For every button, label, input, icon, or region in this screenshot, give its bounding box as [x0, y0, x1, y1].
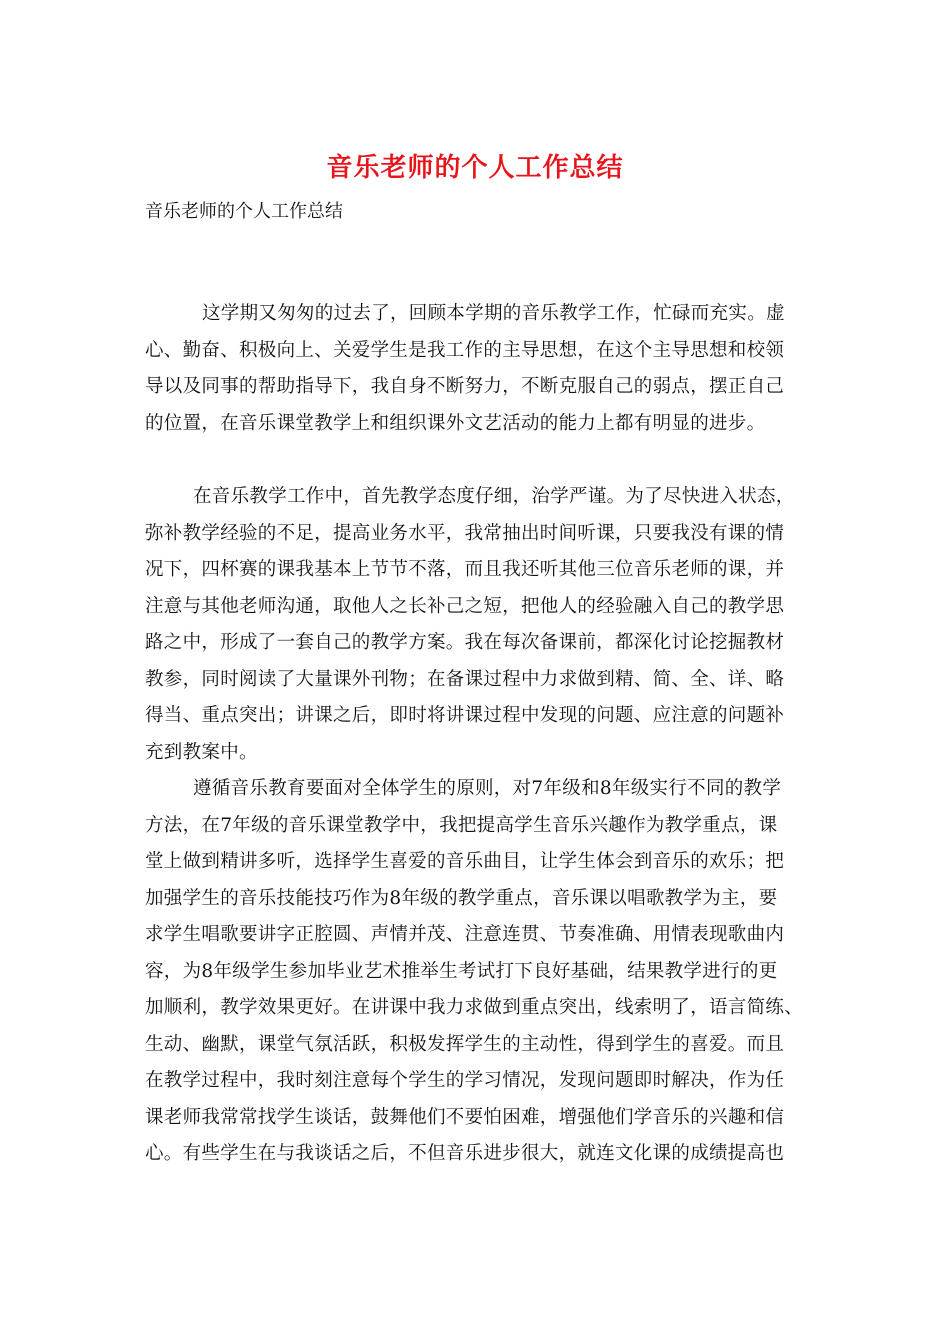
paragraph-line: 注意与其他老师沟通，取他人之长补己之短，把他人的经验融入自己的教学思	[145, 595, 785, 617]
paragraph-3	[145, 771, 825, 1173]
paragraph-line: 弥补教学经验的不足，提高业务水平，我常抽出时间听课，只要我没有课的情	[145, 522, 785, 544]
paragraph-line: 求学生唱歌要讲字正腔圆、声情并茂、注意连贯、节奏准确、用情表现歌曲内	[145, 924, 785, 945]
paragraph-line: 路之中，形成了一套自己的教学方案。我在每次备课前，都深化讨论挖掘教材	[145, 632, 785, 653]
paragraph-line: 心。有些学生在与我谈话之后，不但音乐进步很大，就连文化课的成绩提高也	[145, 1143, 785, 1164]
paragraph-line: 课老师我常常找学生谈话，鼓舞他们不要怕困难，增强他们学音乐的兴趣和信	[145, 1106, 785, 1128]
paragraph-line: 况下，四杯赛的课我基本上节节不落，而且我还听其他三位音乐老师的课，并	[145, 559, 785, 580]
paragraph-line: 堂上做到精讲多听，选择学生喜爱的音乐曲目，让学生体会到音乐的欢乐；把	[145, 851, 785, 872]
page-title: 音乐老师的个人工作总结	[326, 153, 624, 183]
paragraph-line: 加顺利，教学效果更好。在讲课中我力求做到重点突出，线索明了，语言简练、	[145, 997, 804, 1018]
paragraph-line: 加强学生的音乐技能技巧作为8年级的教学重点，音乐课以唱歌教学为主，要	[145, 887, 778, 909]
paragraph-1	[145, 296, 825, 442]
paragraph-2	[145, 479, 825, 771]
paragraph-line: 在音乐教学工作中，首先教学态度仔细，治学严谨。为了尽快进入状态，	[193, 486, 795, 507]
paragraph-line: 充到教案中。	[145, 741, 258, 763]
paragraph-line: 生动、幽默，课堂气氛活跃，积极发挥学生的主动性，得到学生的喜爱。而且	[145, 1033, 785, 1055]
paragraph-line: 心、勤奋、积极向上、关爱学生是我工作的主导思想，在这个主导思想和校领	[145, 339, 785, 361]
paragraph-line: 容，为8年级学生参加毕业艺术推举生考试打下良好基础，结果教学进行的更	[145, 960, 778, 982]
paragraph-line: 这学期又匆匆的过去了，回顾本学期的音乐教学工作，忙碌而充实。虚	[202, 303, 785, 324]
paragraph-line: 遵循音乐教育要面对全体学生的原则，对7年级和8年级实行不同的教学	[193, 778, 782, 799]
paragraph-line: 的位置，在音乐课堂教学上和组织课外文艺活动的能力上都有明显的进步。	[145, 412, 766, 434]
paragraph-line: 导以及同事的帮助指导下，我自身不断努力，不断克服自己的弱点，摆正自己	[145, 376, 785, 397]
paragraph-line: 方法，在7年级的音乐课堂教学中，我把提高学生音乐兴趣作为教学重点，课	[145, 814, 778, 836]
paragraph-line: 在教学过程中，我时刻注意每个学生的学习情况，发现问题即时解决，作为任	[145, 1070, 785, 1091]
page-subtitle: 音乐老师的个人工作总结	[145, 201, 343, 222]
paragraph-line: 教参，同时阅读了大量课外刊物；在备课过程中力求做到精、简、全、详、略	[145, 668, 785, 690]
paragraph-line: 得当、重点突出；讲课之后，即时将讲课过程中发现的问题、应注意的问题补	[145, 705, 785, 726]
